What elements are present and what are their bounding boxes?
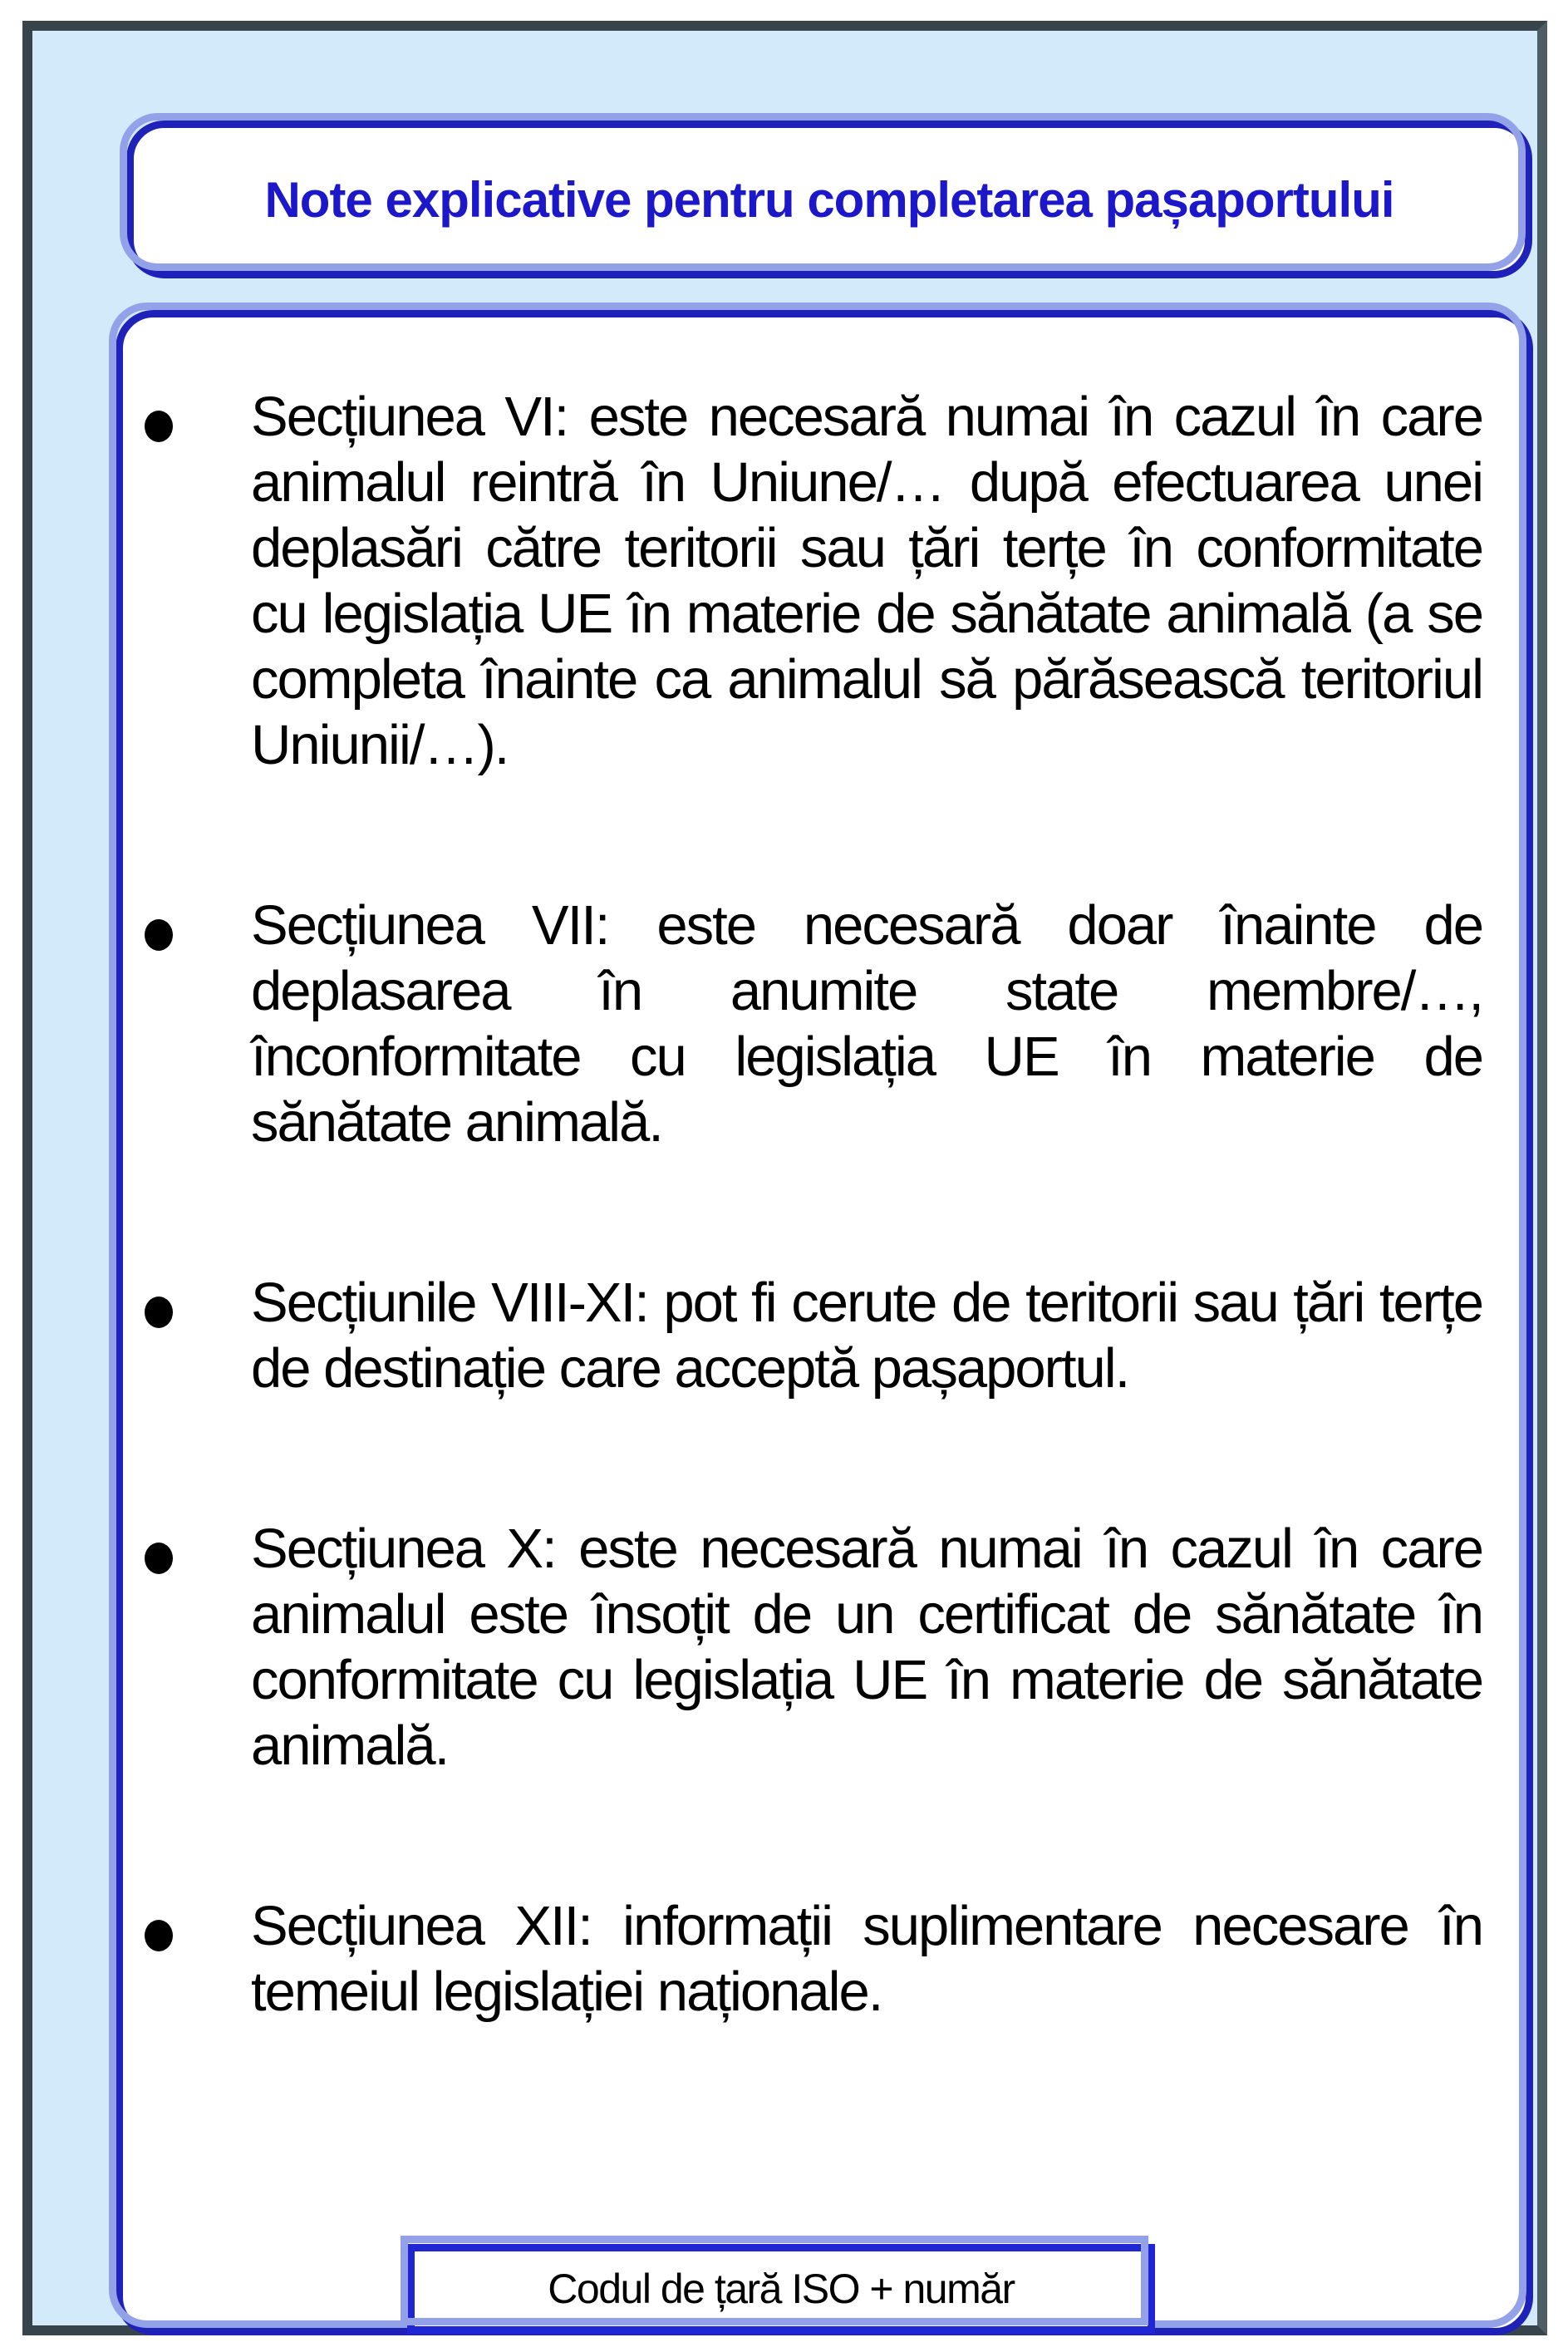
title-box — [126, 121, 1532, 278]
note-item-section-vii — [145, 893, 1482, 1155]
bullet-icon — [145, 411, 173, 442]
bullet-icon — [145, 1543, 173, 1574]
footer-label: Codul de țară ISO + număr — [548, 2266, 1015, 2312]
bullet-icon — [145, 1297, 173, 1328]
page-title: Note explicative pentru completarea pașaportului — [264, 171, 1394, 228]
note-text: Secțiunile VIII-XI: pot fi cerute de teritorii sau țări terțe de destinație care acceptă pașaportul. — [251, 1272, 1482, 1400]
bullet-icon — [145, 1920, 173, 1951]
notes-list — [123, 317, 1526, 2328]
note-text: Secțiunea VI: este necesară numai în cazul în care animalul reintră în Uniune/… după efectuarea unei deplasări către teritorii sau țări terțe în conformitate cu legislația UE în materie de sănătate animală (a se completa înainte ca animalul să părăsească teritoriul Uniunii/…). — [251, 386, 1482, 776]
footer-box — [407, 2244, 1155, 2334]
page-frame — [22, 21, 1547, 2335]
note-item-section-xii — [145, 1893, 1482, 2025]
note-text: Secțiunea X: este necesară numai în cazul în care animalul este însoțit de un certificat de sănătate în conformitate cu legislația UE în materie de sănătate animală. — [251, 1518, 1482, 1777]
bullet-icon — [145, 919, 173, 951]
notes-box — [116, 310, 1533, 2335]
note-item-section-vi — [145, 384, 1482, 778]
note-text: Secțiunea XII: informații suplimentare necesare în temeiul legislației naționale. — [251, 1895, 1482, 2023]
note-item-sections-viii-xi — [145, 1270, 1482, 1401]
note-text: Secțiunea VII: este necesară doar înainte de deplasarea în anumite state membre/…, înconformitate cu legislația UE în materie de sănătate animală. — [251, 894, 1482, 1154]
note-item-section-x — [145, 1516, 1482, 1779]
